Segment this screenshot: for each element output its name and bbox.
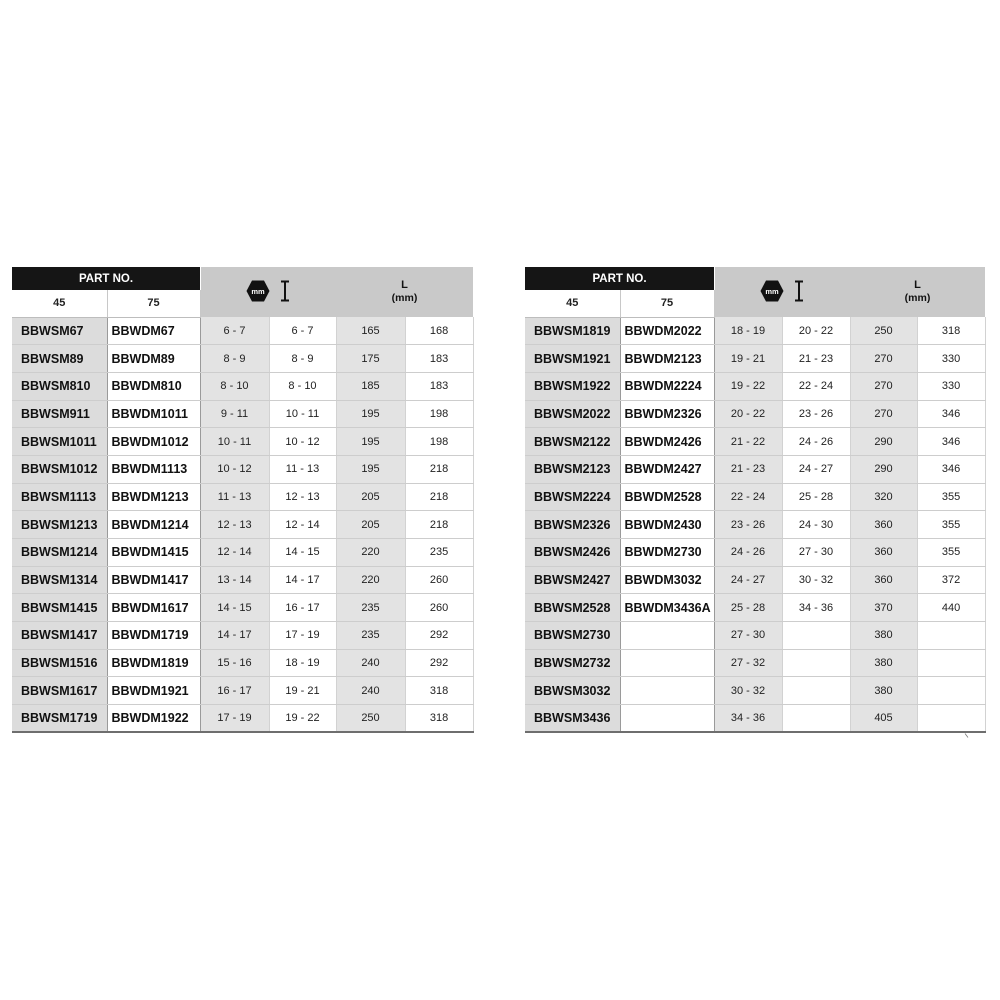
size-45-cell: 25 - 28 [714, 594, 782, 622]
size-75-cell: 12 - 14 [269, 511, 336, 539]
length-45-cell: 205 [336, 511, 405, 539]
length-45-cell: 360 [850, 511, 917, 539]
table-row [525, 400, 985, 428]
part-45-cell: BBWSM2528 [525, 594, 620, 622]
size-45-cell: 15 - 16 [200, 649, 269, 677]
size-45-cell: 19 - 21 [714, 345, 782, 373]
length-75-cell: 198 [405, 428, 473, 456]
table-row [525, 539, 985, 567]
table-row [12, 345, 473, 373]
length-45-cell: 270 [850, 345, 917, 373]
size-75-cell [782, 677, 850, 705]
i-beam-icon [794, 280, 804, 302]
length-label: L [401, 279, 408, 291]
part-45-cell: BBWSM1011 [12, 428, 107, 456]
length-75-cell [917, 705, 985, 733]
part-75-cell [620, 622, 714, 650]
table-row [12, 317, 473, 345]
table-row [525, 677, 985, 705]
length-45-cell: 185 [336, 372, 405, 400]
table-row [525, 455, 985, 483]
length-45-cell: 195 [336, 455, 405, 483]
length-75-cell: 346 [917, 455, 985, 483]
size-75-cell: 11 - 13 [269, 455, 336, 483]
length-45-cell: 175 [336, 345, 405, 373]
part-75-cell: BBWDM3032 [620, 566, 714, 594]
part-45-cell: BBWSM2122 [525, 428, 620, 456]
part-45-cell: BBWSM2730 [525, 622, 620, 650]
size-75-cell: 25 - 28 [782, 483, 850, 511]
part-75-cell: BBWDM3436A [620, 594, 714, 622]
table-row [525, 594, 985, 622]
length-75-cell [917, 677, 985, 705]
part-75-cell: BBWDM1011 [107, 400, 200, 428]
length-75-cell: 292 [405, 622, 473, 650]
size-75-cell: 22 - 24 [782, 372, 850, 400]
size-75-cell: 8 - 9 [269, 345, 336, 373]
length-75-cell: 355 [917, 539, 985, 567]
table-row [525, 566, 985, 594]
part-45-cell: BBWSM810 [12, 372, 107, 400]
table-row [12, 455, 473, 483]
size-75-cell [782, 705, 850, 733]
length-75-cell: 372 [917, 566, 985, 594]
part-45-cell: BBWSM67 [12, 317, 107, 345]
length-45-cell: 205 [336, 483, 405, 511]
size-45-cell: 13 - 14 [200, 566, 269, 594]
length-75-cell: 183 [405, 345, 473, 373]
size-75-cell: 19 - 21 [269, 677, 336, 705]
size-75-cell: 18 - 19 [269, 649, 336, 677]
length-75-cell: 168 [405, 317, 473, 345]
size-45-cell: 10 - 12 [200, 455, 269, 483]
part-45-cell: BBWSM1417 [12, 622, 107, 650]
part-45-cell: BBWSM2426 [525, 539, 620, 567]
size-75-cell: 30 - 32 [782, 566, 850, 594]
size-45-cell: 14 - 17 [200, 622, 269, 650]
size-75-cell: 24 - 30 [782, 511, 850, 539]
part-75-cell [620, 677, 714, 705]
table-row [525, 428, 985, 456]
size-75-cell: 10 - 11 [269, 400, 336, 428]
size-75-cell: 24 - 26 [782, 428, 850, 456]
size-75-cell: 23 - 26 [782, 400, 850, 428]
part-45-cell: BBWSM1214 [12, 539, 107, 567]
length-45-cell: 235 [336, 594, 405, 622]
table-row [12, 400, 473, 428]
part-45-cell: BBWSM1314 [12, 566, 107, 594]
part-no-header: PART NO. [525, 267, 714, 290]
part-45-cell: BBWSM1922 [525, 372, 620, 400]
size-75-cell: 8 - 10 [269, 372, 336, 400]
length-unit: (mm) [904, 292, 931, 304]
length-unit: (mm) [391, 292, 418, 304]
length-45-cell: 380 [850, 649, 917, 677]
length-45-cell: 320 [850, 483, 917, 511]
part-45-cell: BBWSM1012 [12, 455, 107, 483]
table-row [12, 594, 473, 622]
part-45-cell: BBWSM2224 [525, 483, 620, 511]
part-75-cell: BBWDM1719 [107, 622, 200, 650]
table-row [12, 705, 473, 733]
length-45-cell: 165 [336, 317, 405, 345]
size-75-cell: 6 - 7 [269, 317, 336, 345]
part-45-cell: BBWSM2326 [525, 511, 620, 539]
length-75-cell: 346 [917, 400, 985, 428]
size-75-cell: 21 - 23 [782, 345, 850, 373]
size-45-cell: 12 - 13 [200, 511, 269, 539]
length-75-cell: 260 [405, 594, 473, 622]
length-label: L [914, 279, 921, 291]
part-75-cell: BBWDM2426 [620, 428, 714, 456]
size-75-cell: 16 - 17 [269, 594, 336, 622]
part-75-cell: BBWDM1922 [107, 705, 200, 733]
part-75-cell: BBWDM1617 [107, 594, 200, 622]
length-75-cell: 346 [917, 428, 985, 456]
length-45-cell: 270 [850, 400, 917, 428]
length-45-cell: 250 [850, 317, 917, 345]
length-75-cell: 235 [405, 539, 473, 567]
part-45-cell: BBWSM1719 [12, 705, 107, 733]
length-75-cell [917, 622, 985, 650]
part-75-cell: BBWDM1819 [107, 649, 200, 677]
length-45-cell: 405 [850, 705, 917, 733]
length-45-cell: 240 [336, 677, 405, 705]
part-45-cell: BBWSM89 [12, 345, 107, 373]
size-45-cell: 34 - 36 [714, 705, 782, 733]
table-row [525, 345, 985, 373]
length-45-cell: 380 [850, 622, 917, 650]
size-45-cell: 21 - 22 [714, 428, 782, 456]
table-row [12, 566, 473, 594]
part-45-cell: BBWSM2022 [525, 400, 620, 428]
column-75-header: 75 [107, 290, 200, 317]
length-45-cell: 270 [850, 372, 917, 400]
part-75-cell: BBWDM1012 [107, 428, 200, 456]
size-45-cell: 21 - 23 [714, 455, 782, 483]
hex-icon-label: mm [765, 286, 779, 296]
table-row [525, 705, 985, 733]
column-45-header: 45 [525, 290, 620, 317]
length-75-cell: 198 [405, 400, 473, 428]
table-row [525, 622, 985, 650]
hex-icon-label: mm [251, 286, 265, 296]
table-row [12, 511, 473, 539]
part-75-cell: BBWDM2224 [620, 372, 714, 400]
table-row [12, 483, 473, 511]
size-75-cell: 14 - 17 [269, 566, 336, 594]
part-75-cell: BBWDM2326 [620, 400, 714, 428]
hex-nut-icon [246, 279, 270, 303]
size-75-cell: 24 - 27 [782, 455, 850, 483]
length-45-cell: 240 [336, 649, 405, 677]
length-45-cell: 360 [850, 566, 917, 594]
part-45-cell: BBWSM1213 [12, 511, 107, 539]
part-45-cell: BBWSM2123 [525, 455, 620, 483]
part-75-cell: BBWDM67 [107, 317, 200, 345]
length-45-cell: 235 [336, 622, 405, 650]
column-45-header: 45 [12, 290, 107, 317]
size-45-cell: 12 - 14 [200, 539, 269, 567]
size-45-cell: 11 - 13 [200, 483, 269, 511]
length-header [336, 267, 473, 317]
size-45-cell: 22 - 24 [714, 483, 782, 511]
part-75-cell: BBWDM1921 [107, 677, 200, 705]
right-spec-table [525, 267, 986, 733]
column-75-header: 75 [620, 290, 714, 317]
length-75-cell: 218 [405, 511, 473, 539]
part-75-cell [620, 649, 714, 677]
size-45-cell: 10 - 11 [200, 428, 269, 456]
table-row [525, 317, 985, 345]
size-45-cell: 24 - 26 [714, 539, 782, 567]
part-75-cell: BBWDM1417 [107, 566, 200, 594]
length-45-cell: 360 [850, 539, 917, 567]
length-45-cell: 370 [850, 594, 917, 622]
length-75-cell: 355 [917, 511, 985, 539]
hex-nut-icon [760, 279, 784, 303]
table-row [525, 372, 985, 400]
table-row [12, 649, 473, 677]
table-row [525, 483, 985, 511]
size-75-cell: 20 - 22 [782, 317, 850, 345]
table-row [525, 511, 985, 539]
size-75-cell [782, 649, 850, 677]
size-75-cell: 17 - 19 [269, 622, 336, 650]
table-row [12, 622, 473, 650]
size-45-cell: 17 - 19 [200, 705, 269, 733]
size-45-cell: 6 - 7 [200, 317, 269, 345]
part-75-cell: BBWDM2022 [620, 317, 714, 345]
size-75-cell: 27 - 30 [782, 539, 850, 567]
length-45-cell: 380 [850, 677, 917, 705]
size-header [714, 267, 850, 317]
left-spec-table [12, 267, 474, 733]
part-no-header: PART NO. [12, 267, 200, 290]
length-45-cell: 290 [850, 455, 917, 483]
length-75-cell: 330 [917, 372, 985, 400]
part-75-cell: BBWDM2528 [620, 483, 714, 511]
part-75-cell: BBWDM1415 [107, 539, 200, 567]
size-45-cell: 8 - 9 [200, 345, 269, 373]
size-45-cell: 23 - 26 [714, 511, 782, 539]
length-45-cell: 220 [336, 539, 405, 567]
size-45-cell: 27 - 32 [714, 649, 782, 677]
part-45-cell: BBWSM2732 [525, 649, 620, 677]
part-75-cell: BBWDM89 [107, 345, 200, 373]
length-header [850, 267, 985, 317]
length-75-cell: 260 [405, 566, 473, 594]
part-75-cell: BBWDM2730 [620, 539, 714, 567]
size-header [200, 267, 336, 317]
part-75-cell: BBWDM1113 [107, 455, 200, 483]
part-75-cell [620, 705, 714, 733]
size-45-cell: 27 - 30 [714, 622, 782, 650]
length-45-cell: 220 [336, 566, 405, 594]
part-45-cell: BBWSM1516 [12, 649, 107, 677]
size-45-cell: 20 - 22 [714, 400, 782, 428]
length-75-cell: 218 [405, 455, 473, 483]
size-45-cell: 16 - 17 [200, 677, 269, 705]
part-45-cell: BBWSM1113 [12, 483, 107, 511]
size-75-cell: 14 - 15 [269, 539, 336, 567]
size-45-cell: 30 - 32 [714, 677, 782, 705]
size-45-cell: 19 - 22 [714, 372, 782, 400]
length-45-cell: 195 [336, 400, 405, 428]
part-45-cell: BBWSM2427 [525, 566, 620, 594]
table-row [12, 428, 473, 456]
size-75-cell: 12 - 13 [269, 483, 336, 511]
size-75-cell: 19 - 22 [269, 705, 336, 733]
part-45-cell: BBWSM3436 [525, 705, 620, 733]
corner-mark [964, 733, 969, 738]
length-75-cell: 318 [917, 317, 985, 345]
length-45-cell: 250 [336, 705, 405, 733]
length-75-cell: 318 [405, 677, 473, 705]
part-45-cell: BBWSM1415 [12, 594, 107, 622]
size-45-cell: 14 - 15 [200, 594, 269, 622]
length-75-cell: 318 [405, 705, 473, 733]
part-45-cell: BBWSM1617 [12, 677, 107, 705]
part-75-cell: BBWDM1213 [107, 483, 200, 511]
part-45-cell: BBWSM911 [12, 400, 107, 428]
size-75-cell: 34 - 36 [782, 594, 850, 622]
table-row [12, 677, 473, 705]
length-75-cell [917, 649, 985, 677]
part-75-cell: BBWDM1214 [107, 511, 200, 539]
size-45-cell: 8 - 10 [200, 372, 269, 400]
table-row [525, 649, 985, 677]
part-75-cell: BBWDM2427 [620, 455, 714, 483]
size-75-cell: 10 - 12 [269, 428, 336, 456]
length-75-cell: 218 [405, 483, 473, 511]
table-row [12, 539, 473, 567]
length-75-cell: 440 [917, 594, 985, 622]
length-75-cell: 330 [917, 345, 985, 373]
part-45-cell: BBWSM3032 [525, 677, 620, 705]
part-75-cell: BBWDM2430 [620, 511, 714, 539]
length-45-cell: 195 [336, 428, 405, 456]
table-row [12, 372, 473, 400]
size-45-cell: 18 - 19 [714, 317, 782, 345]
length-75-cell: 292 [405, 649, 473, 677]
size-45-cell: 9 - 11 [200, 400, 269, 428]
size-75-cell [782, 622, 850, 650]
part-45-cell: BBWSM1819 [525, 317, 620, 345]
size-45-cell: 24 - 27 [714, 566, 782, 594]
i-beam-icon [280, 280, 290, 302]
part-45-cell: BBWSM1921 [525, 345, 620, 373]
part-75-cell: BBWDM2123 [620, 345, 714, 373]
length-45-cell: 290 [850, 428, 917, 456]
part-75-cell: BBWDM810 [107, 372, 200, 400]
length-75-cell: 183 [405, 372, 473, 400]
length-75-cell: 355 [917, 483, 985, 511]
